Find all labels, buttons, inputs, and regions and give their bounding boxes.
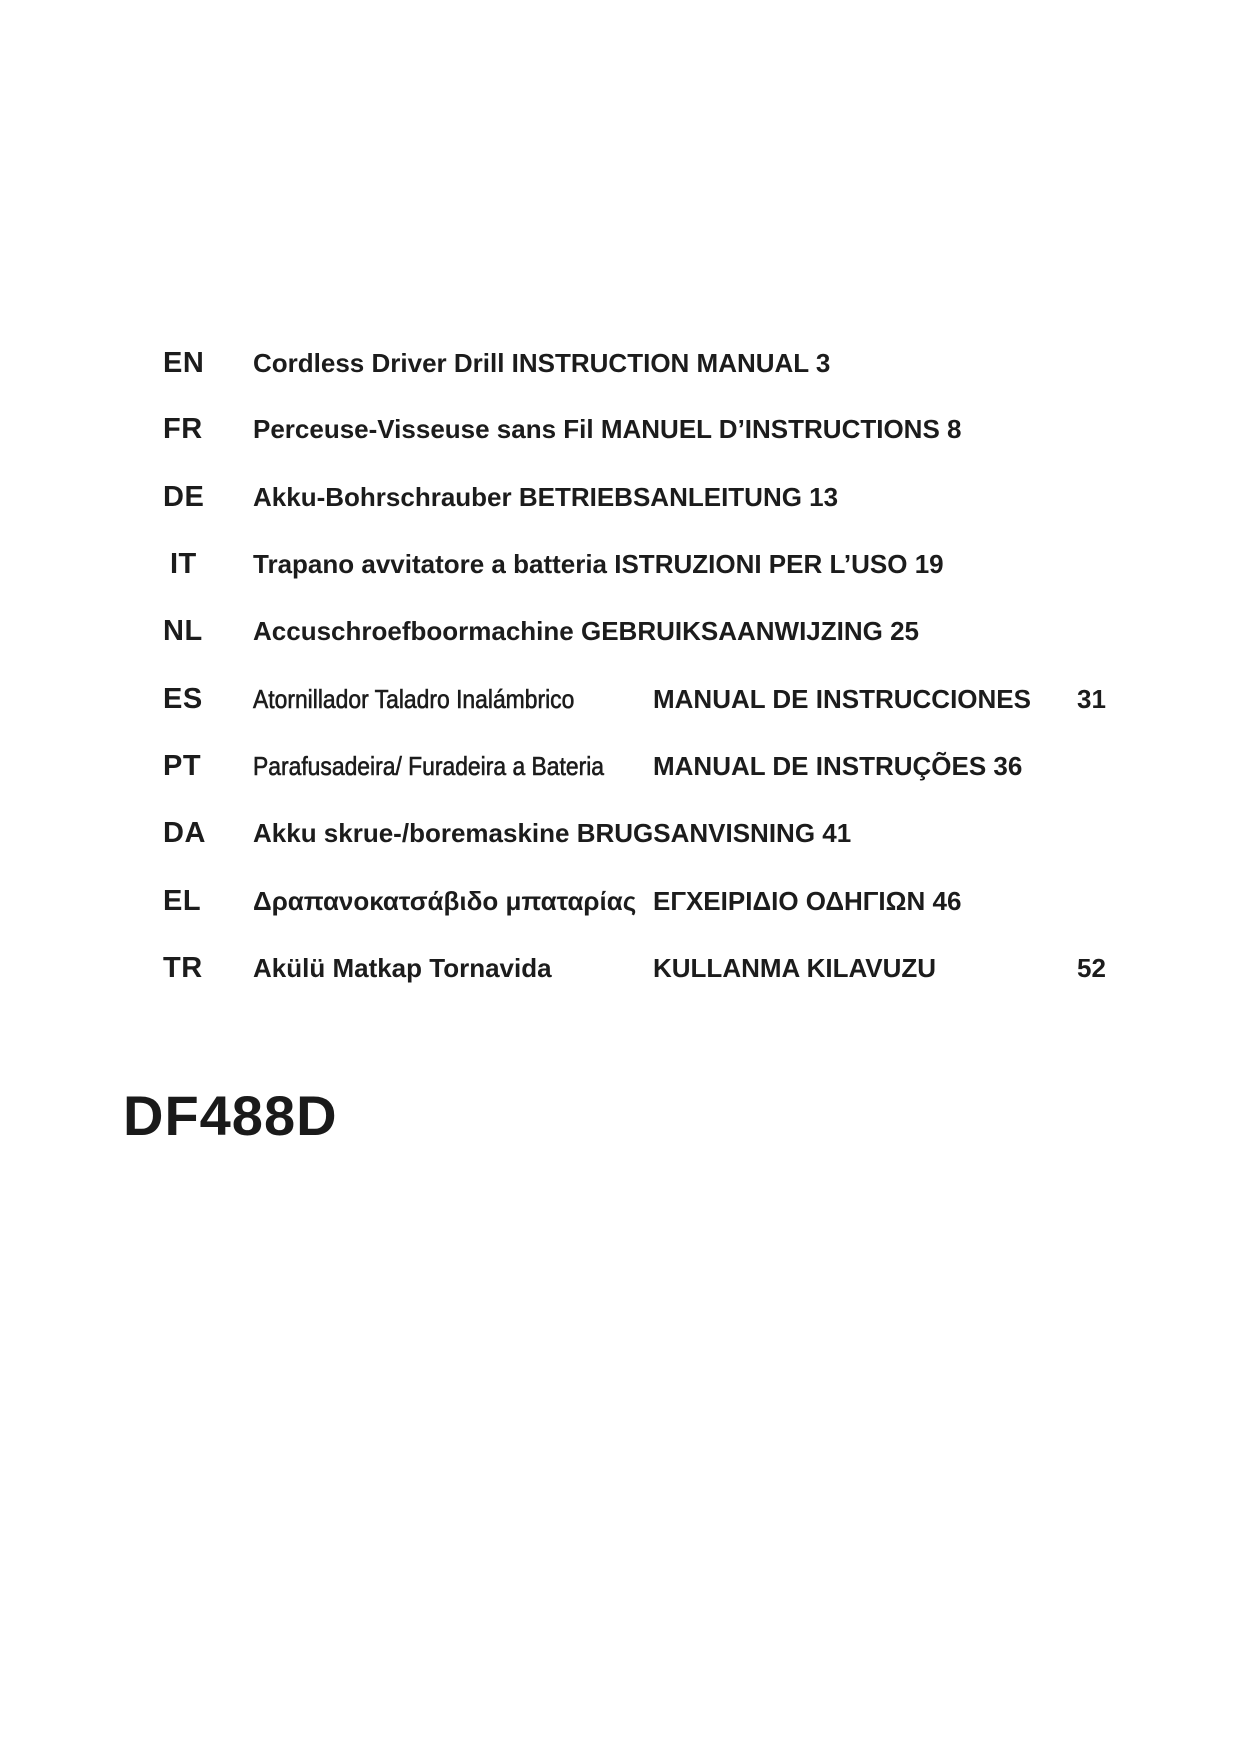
entry-title: Akülü Matkap Tornavida bbox=[253, 953, 552, 983]
language-code: DA bbox=[163, 817, 206, 849]
language-entry-el bbox=[0, 881, 1241, 921]
language-entry-tr bbox=[0, 948, 1241, 988]
language-code: PT bbox=[163, 750, 202, 782]
language-code: NL bbox=[163, 615, 203, 647]
entry-text: Perceuse-Visseuse sans Fil MANUEL D’INSTRUCTIONS 8 bbox=[253, 414, 962, 444]
language-entry-es bbox=[0, 679, 1241, 719]
language-entry-pt bbox=[0, 746, 1241, 786]
language-entry-en bbox=[0, 343, 1241, 383]
language-code: IT bbox=[170, 548, 197, 580]
language-entry-nl bbox=[0, 611, 1241, 651]
language-code: TR bbox=[163, 952, 203, 984]
entry-page-number: 31 bbox=[1077, 684, 1106, 714]
language-code: EL bbox=[163, 885, 202, 917]
language-code: DE bbox=[163, 481, 205, 513]
language-code: FR bbox=[163, 413, 203, 445]
model-number: DF488D bbox=[123, 1084, 338, 1147]
entry-manual-name: MANUAL DE INSTRUÇÕES 36 bbox=[653, 751, 1023, 781]
language-entry-fr bbox=[0, 409, 1241, 449]
entry-text: Accuschroefboormachine GEBRUIKSAANWIJZING 25 bbox=[253, 616, 920, 646]
entry-manual-name: KULLANMA KILAVUZU bbox=[653, 953, 937, 983]
language-entry-de bbox=[0, 477, 1241, 517]
entry-text: Akku-Bohrschrauber BETRIEBSANLEITUNG 13 bbox=[253, 482, 839, 512]
entry-title: Parafusadeira/ Furadeira a Bateria bbox=[253, 751, 605, 781]
entry-text: Trapano avvitatore a batteria ISTRUZIONI PER L’USO 19 bbox=[253, 549, 944, 579]
entry-text: Cordless Driver Drill INSTRUCTION MANUAL 3 bbox=[253, 348, 831, 378]
entry-title: Δραπανοκατσάβιδο μπαταρίας bbox=[253, 886, 637, 916]
entry-manual-name: MANUAL DE INSTRUCCIONES bbox=[653, 684, 1031, 714]
language-entry-it bbox=[0, 544, 1241, 584]
entry-manual-name: ΕΓΧΕΙΡΙΔΙΟ ΟΔΗΓΙΩΝ 46 bbox=[653, 886, 962, 916]
entry-page-number: 52 bbox=[1077, 953, 1106, 983]
entry-title: Atornillador Taladro Inalámbrico bbox=[253, 684, 575, 714]
entry-text: Akku skrue-/boremaskine BRUGSANVISNING 41 bbox=[253, 818, 852, 848]
language-code: ES bbox=[163, 683, 203, 715]
language-entry-da bbox=[0, 813, 1241, 853]
language-code: EN bbox=[163, 347, 205, 379]
